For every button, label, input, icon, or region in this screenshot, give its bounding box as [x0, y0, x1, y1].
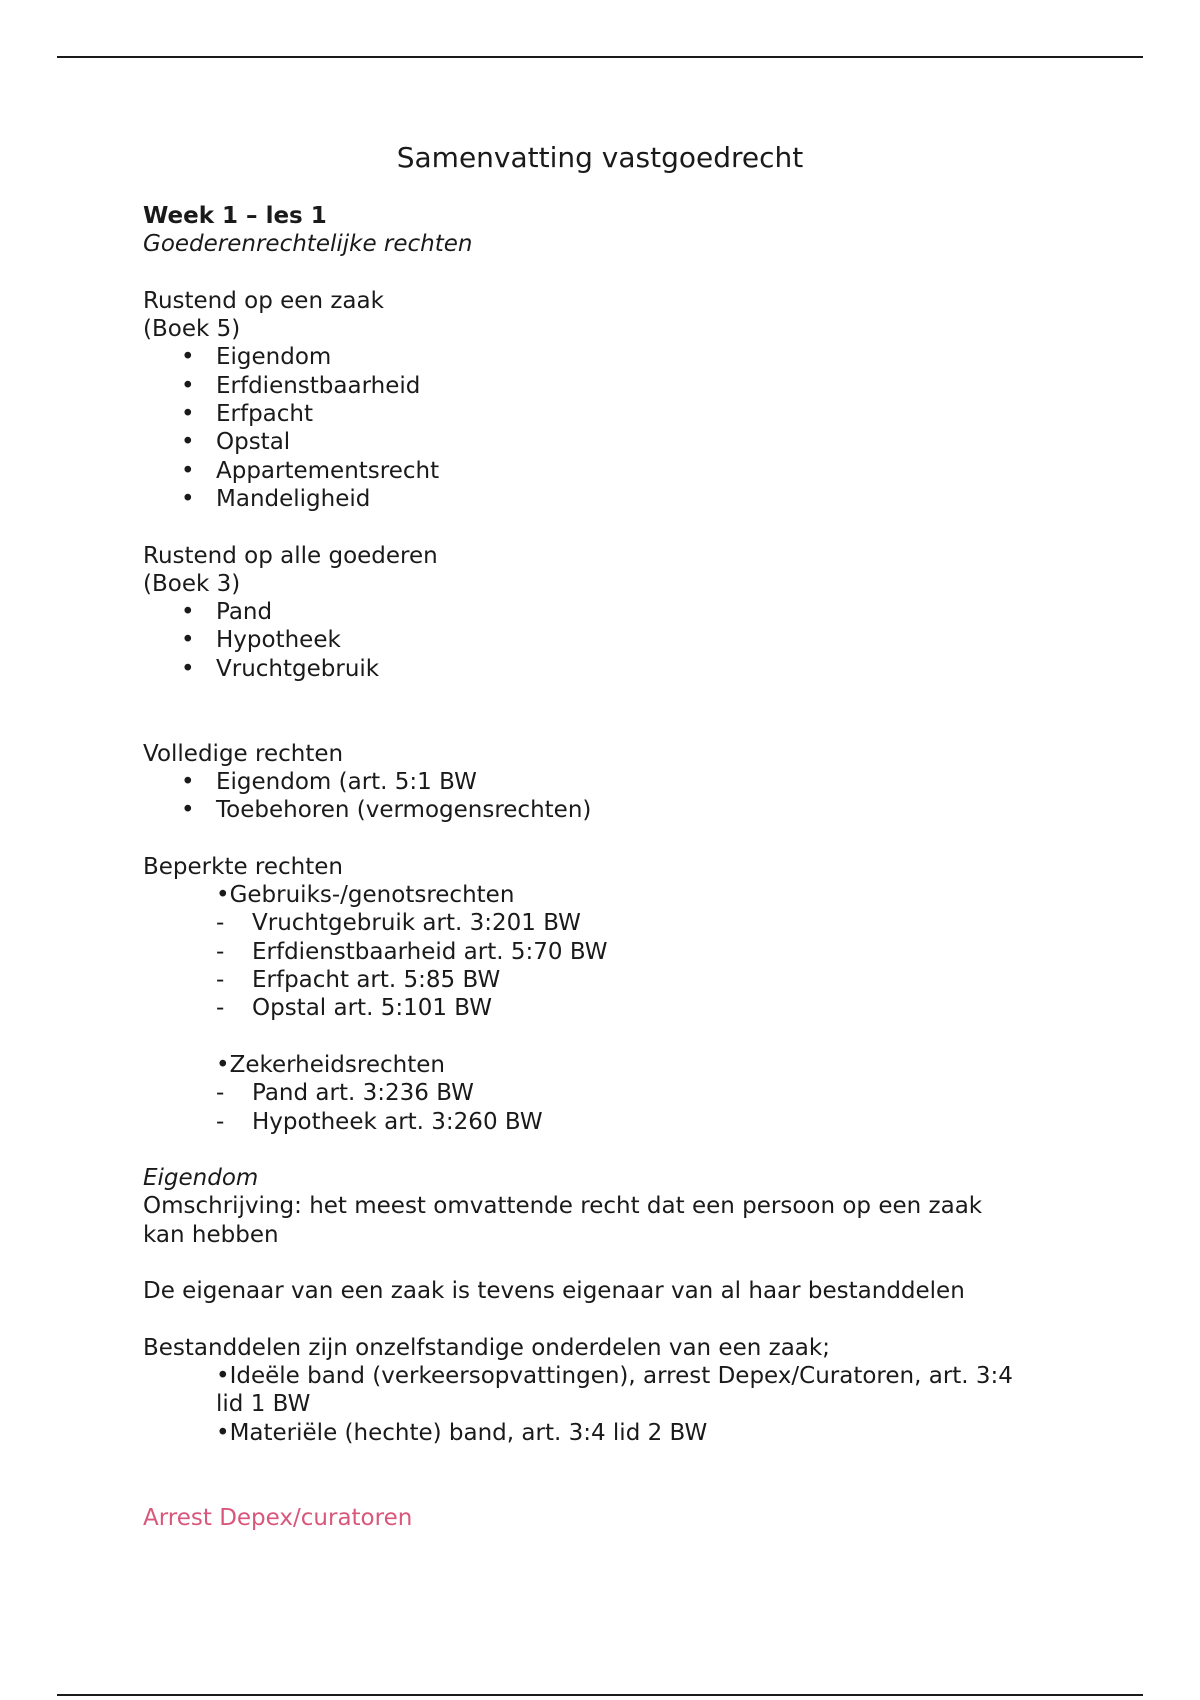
dash-icon: -	[216, 938, 225, 965]
section-subtitle: Goederenrechtelijke rechten	[143, 231, 473, 258]
bullet-icon: •	[181, 485, 195, 512]
dash-icon: -	[216, 1108, 225, 1135]
sub-list	[216, 1079, 1073, 1136]
sub-list-item: - Hypotheek art. 3:260 BW	[216, 1108, 543, 1135]
sub-list-item: - Erfpacht art. 5:85 BW	[216, 967, 501, 994]
bullet-icon: •	[181, 655, 195, 682]
list-item: •Ideële band (verkeersopvattingen), arrest Depex/Curatoren, art. 3:4 lid 1 BW	[216, 1363, 1013, 1418]
arrest-heading: Arrest Depex/curatoren	[143, 1504, 413, 1531]
dash-icon: -	[216, 967, 225, 994]
list-item: • Pand	[181, 599, 273, 626]
list-item: • Erfpacht	[181, 401, 314, 428]
dash-icon: -	[216, 995, 225, 1022]
bullet-icon: •	[216, 882, 230, 909]
list-item: •Gebruiks-/genotsrechten - Vruchtgebruik art. 3:201 BW - Erfdienstbaarheid art. 5:70 BW - Erfpacht art. 5:85 BW - Opstal art. 5:101 BW	[143, 881, 1073, 1022]
bullet-icon: •	[181, 797, 195, 824]
bullet-icon: •	[181, 599, 195, 626]
eigendom-heading: Eigendom	[143, 1165, 259, 1192]
bullet-icon: •	[216, 1419, 230, 1446]
bullet-icon: •	[181, 768, 195, 795]
bullet-icon: •	[181, 457, 195, 484]
bestanddelen-paragraph: Bestanddelen zijn onzelfstandige onderdelen van een zaak;	[143, 1334, 830, 1361]
list-item: • Hypotheek	[181, 627, 341, 654]
week-heading: Week 1 – les 1	[143, 203, 327, 229]
omschrijving-line-2: kan hebben	[143, 1221, 279, 1248]
sub-list-item: - Opstal art. 5:101 BW	[216, 995, 492, 1022]
list-item: •Zekerheidsrechten - Pand art. 3:236 BW - Hypotheek art. 3:260 BW	[143, 1051, 1073, 1136]
goederen-list	[143, 598, 1073, 683]
document-body	[143, 202, 1073, 1532]
header-rule	[57, 56, 1143, 58]
list-item: • Vruchtgebruik	[181, 655, 380, 682]
bullet-icon: •	[181, 627, 195, 654]
bullet-icon: •	[181, 372, 195, 399]
list-spacer	[143, 1023, 1073, 1051]
volledige-heading: Volledige rechten	[143, 740, 344, 767]
dash-icon: -	[216, 910, 225, 937]
volledige-list	[143, 768, 1073, 825]
bullet-icon: •	[216, 1363, 230, 1390]
eigenaar-paragraph: De eigenaar van een zaak is tevens eigenaar van al haar bestanddelen	[143, 1278, 965, 1305]
list-item: • Erfdienstbaarheid	[181, 372, 421, 399]
document-title: Samenvatting vastgoedrecht	[396, 141, 804, 174]
list-item: •Materiële (hechte) band, art. 3:4 lid 2 BW	[216, 1419, 708, 1446]
footer-rule	[57, 1694, 1143, 1696]
bullet-icon: •	[181, 429, 195, 456]
zaak-heading: Rustend op een zaak	[143, 287, 384, 314]
bullet-icon: •	[181, 344, 195, 371]
goederen-book: (Boek 3)	[143, 570, 241, 597]
omschrijving-line-1: Omschrijving: het meest omvattende recht dat een persoon op een zaak	[143, 1193, 983, 1220]
list-item: • Eigendom	[181, 344, 332, 371]
list-item: • Appartementsrecht	[181, 457, 440, 484]
zaak-list	[143, 343, 1073, 513]
zaak-book: (Boek 5)	[143, 316, 241, 343]
list-item: • Toebehoren (vermogensrechten)	[181, 797, 592, 824]
sub-list-item: - Erfdienstbaarheid art. 5:70 BW	[216, 938, 608, 965]
list-item: • Mandeligheid	[181, 485, 371, 512]
beperkte-list	[143, 881, 1073, 1136]
bestanddelen-list	[143, 1362, 1073, 1447]
bullet-icon: •	[181, 401, 195, 428]
sub-list	[216, 909, 1073, 1022]
bullet-icon: •	[216, 1051, 230, 1078]
beperkte-heading: Beperkte rechten	[143, 853, 344, 880]
sub-list-item: - Pand art. 3:236 BW	[216, 1080, 474, 1107]
dash-icon: -	[216, 1080, 225, 1107]
goederen-heading: Rustend op alle goederen	[143, 542, 438, 569]
list-item: • Eigendom (art. 5:1 BW	[181, 768, 477, 795]
list-item: • Opstal	[181, 429, 291, 456]
sub-list-item: - Vruchtgebruik art. 3:201 BW	[216, 910, 581, 937]
